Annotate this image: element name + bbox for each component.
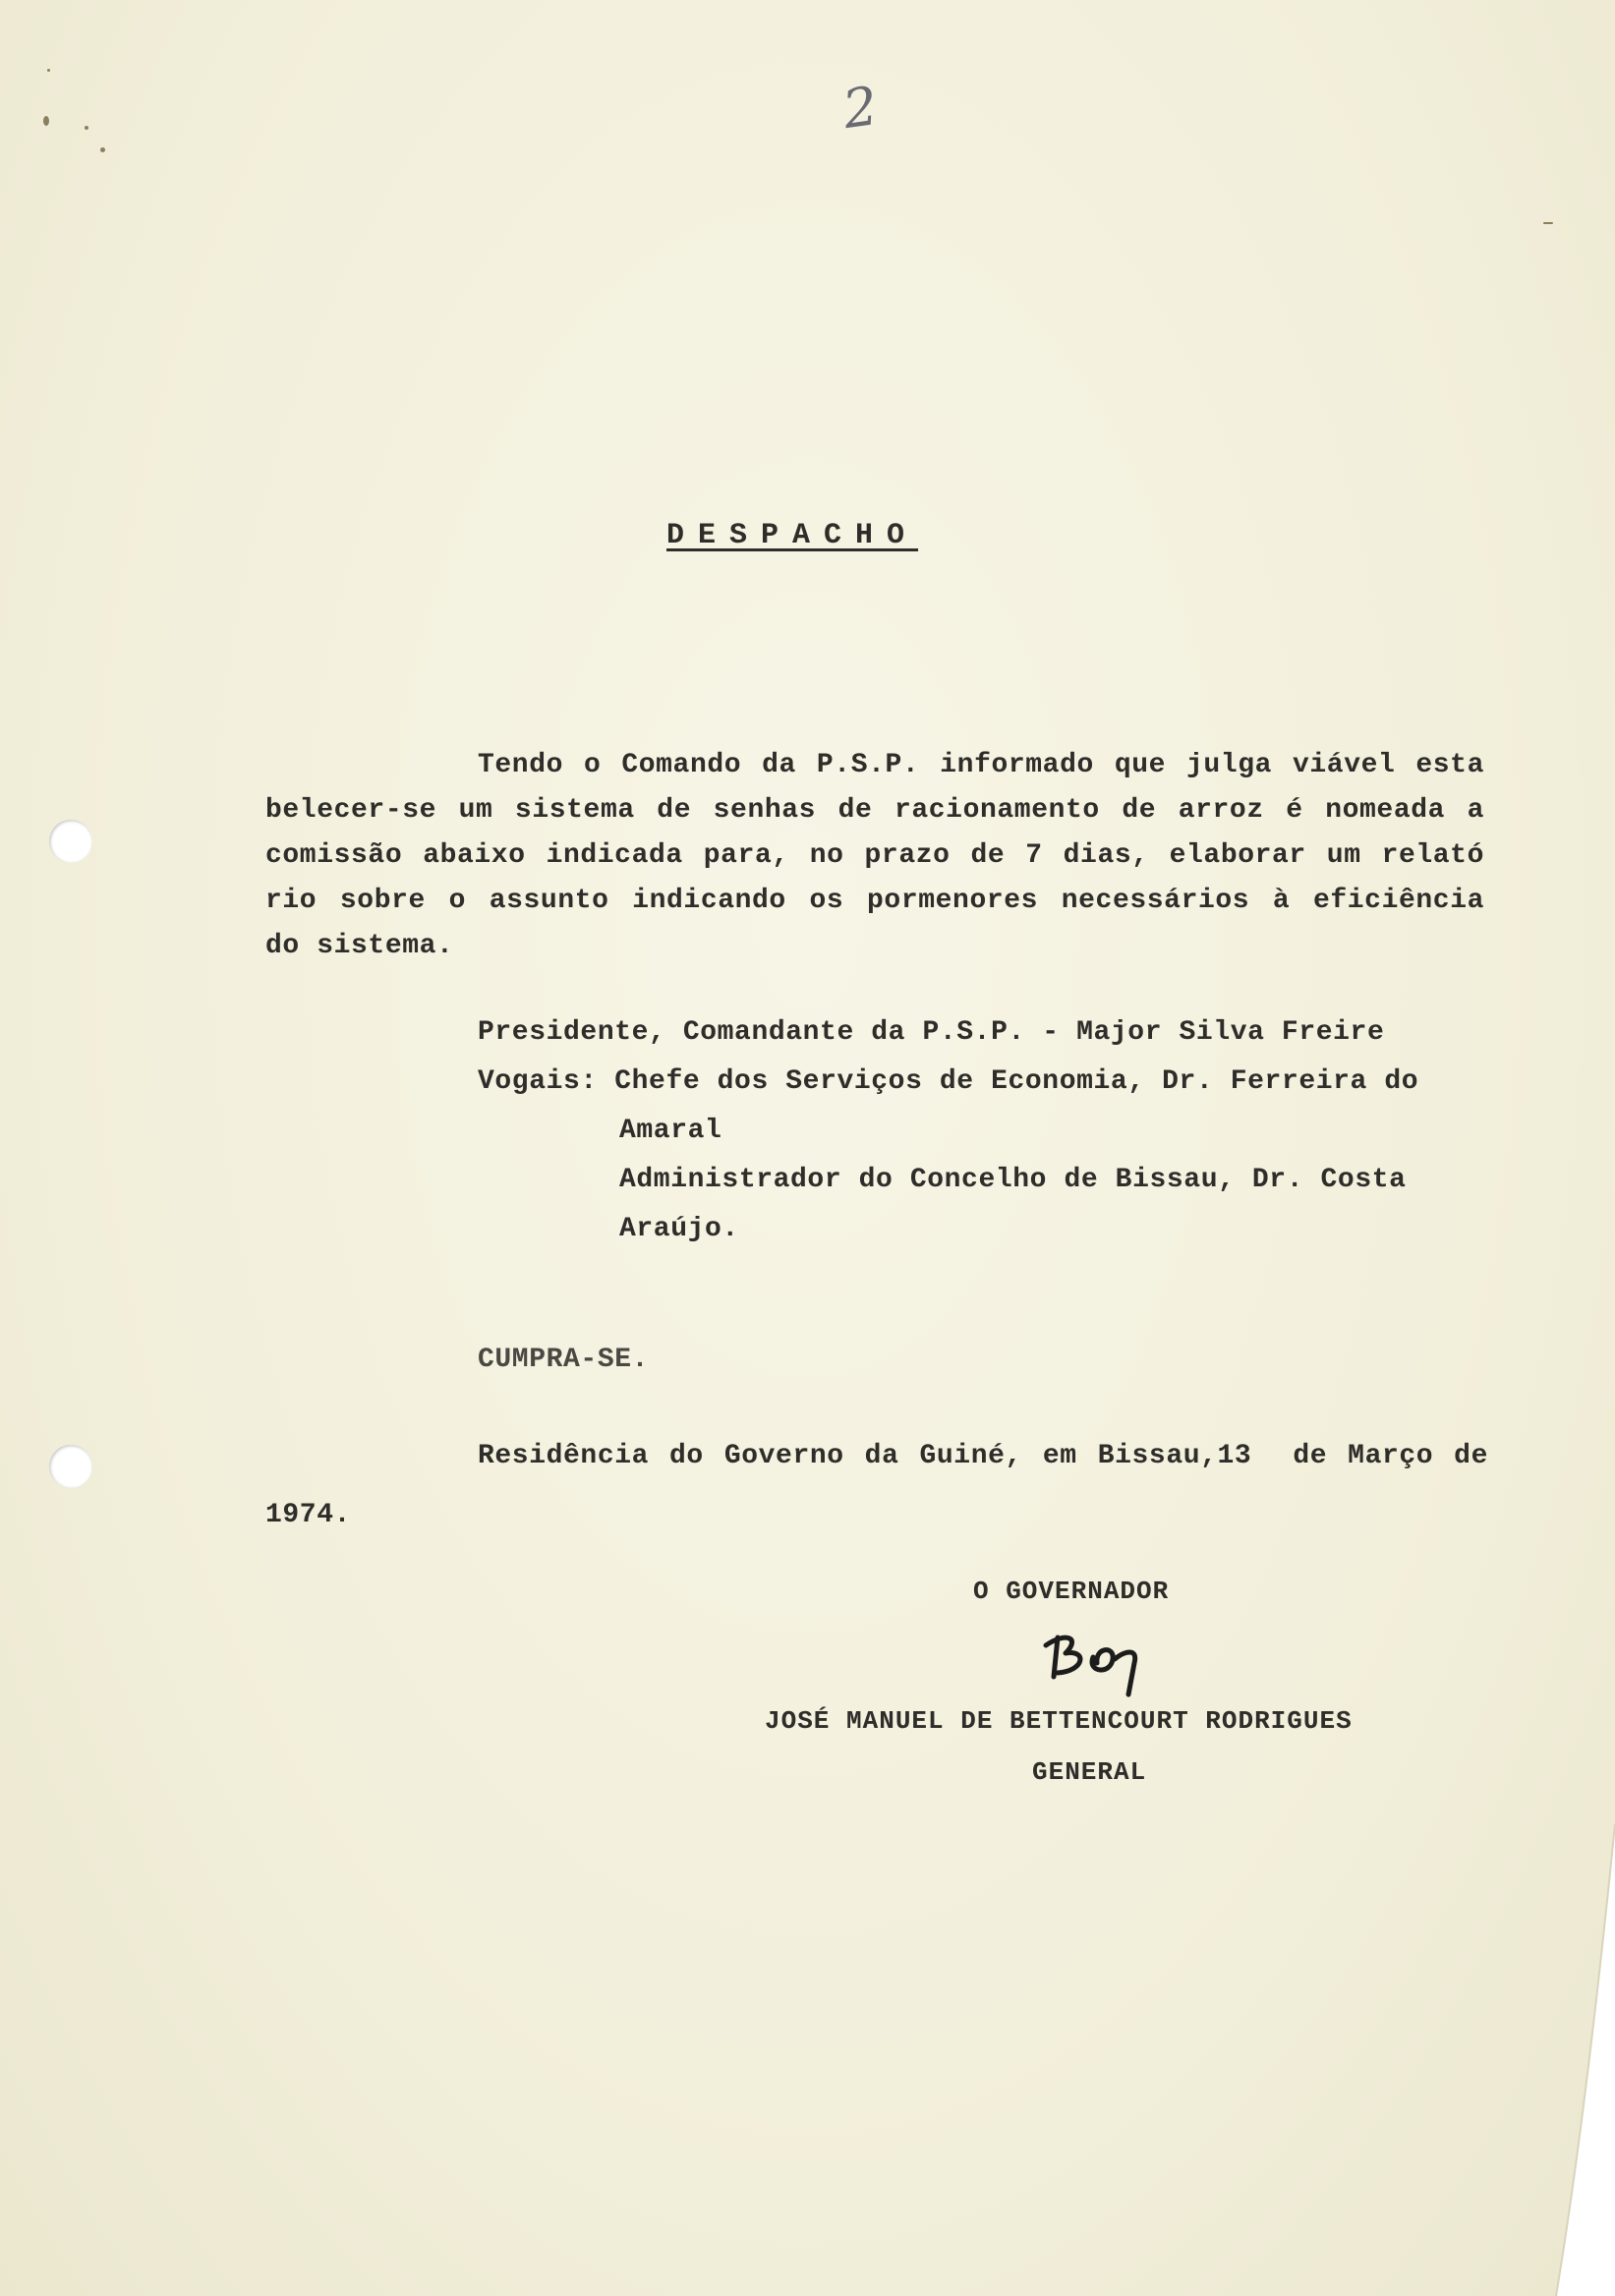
commission-list: [478, 1008, 1418, 1254]
place-date-line: Residência do Governo da Guiné, em Bissau,13 de Março de: [478, 1441, 1488, 1471]
body-line: do sistema.: [265, 931, 454, 961]
punch-hole-bottom: [49, 1445, 92, 1488]
punch-hole-top: [49, 820, 92, 863]
body-line: Tendo o Comando da P.S.P. informado que julga viável esta: [478, 750, 1484, 780]
signatory-name: JOSÉ MANUEL DE BETTENCOURT RODRIGUES: [765, 1706, 1353, 1736]
page-number: 2: [838, 74, 882, 142]
vogais-label: Vogais:: [478, 1066, 598, 1097]
vogal-1-line-1: Chefe dos Serviços de Economia, Dr. Ferreira do: [614, 1066, 1419, 1097]
paper-speck: [43, 116, 49, 126]
paper-speck: [1543, 222, 1553, 224]
date-year: 1974.: [265, 1500, 352, 1530]
body-paragraph: [265, 743, 1484, 969]
document-title: DESPACHO: [666, 519, 919, 552]
body-line: rio sobre o assunto indicando os pormenores necessários à eficiência: [265, 886, 1484, 916]
vogal-row: [478, 1058, 1418, 1107]
handwritten-signature: [1036, 1624, 1164, 1702]
signatory-rank: GENERAL: [1032, 1757, 1147, 1787]
vogal-2-line-2: Araújo.: [619, 1214, 739, 1244]
vogal-2-line-1: Administrador do Concelho de Bissau, Dr. Costa: [619, 1165, 1407, 1195]
body-line: comissão abaixo indicada para, no prazo de 7 dias, elaborar um relató: [265, 840, 1484, 871]
body-line: belecer-se um sistema de senhas de racionamento de arroz é nomeada a: [265, 795, 1484, 826]
vogal-1-line-2: Amaral: [619, 1116, 722, 1146]
paper-speck: [85, 126, 88, 130]
closing-formula: CUMPRA-SE.: [478, 1345, 650, 1375]
paper-corner-curl: [1527, 1824, 1615, 2296]
paper-speck: [47, 69, 50, 72]
paper-speck: [100, 147, 105, 152]
governor-title: O GOVERNADOR: [973, 1577, 1170, 1606]
president-line: Presidente, Comandante da P.S.P. - Major Silva Freire: [478, 1017, 1385, 1048]
